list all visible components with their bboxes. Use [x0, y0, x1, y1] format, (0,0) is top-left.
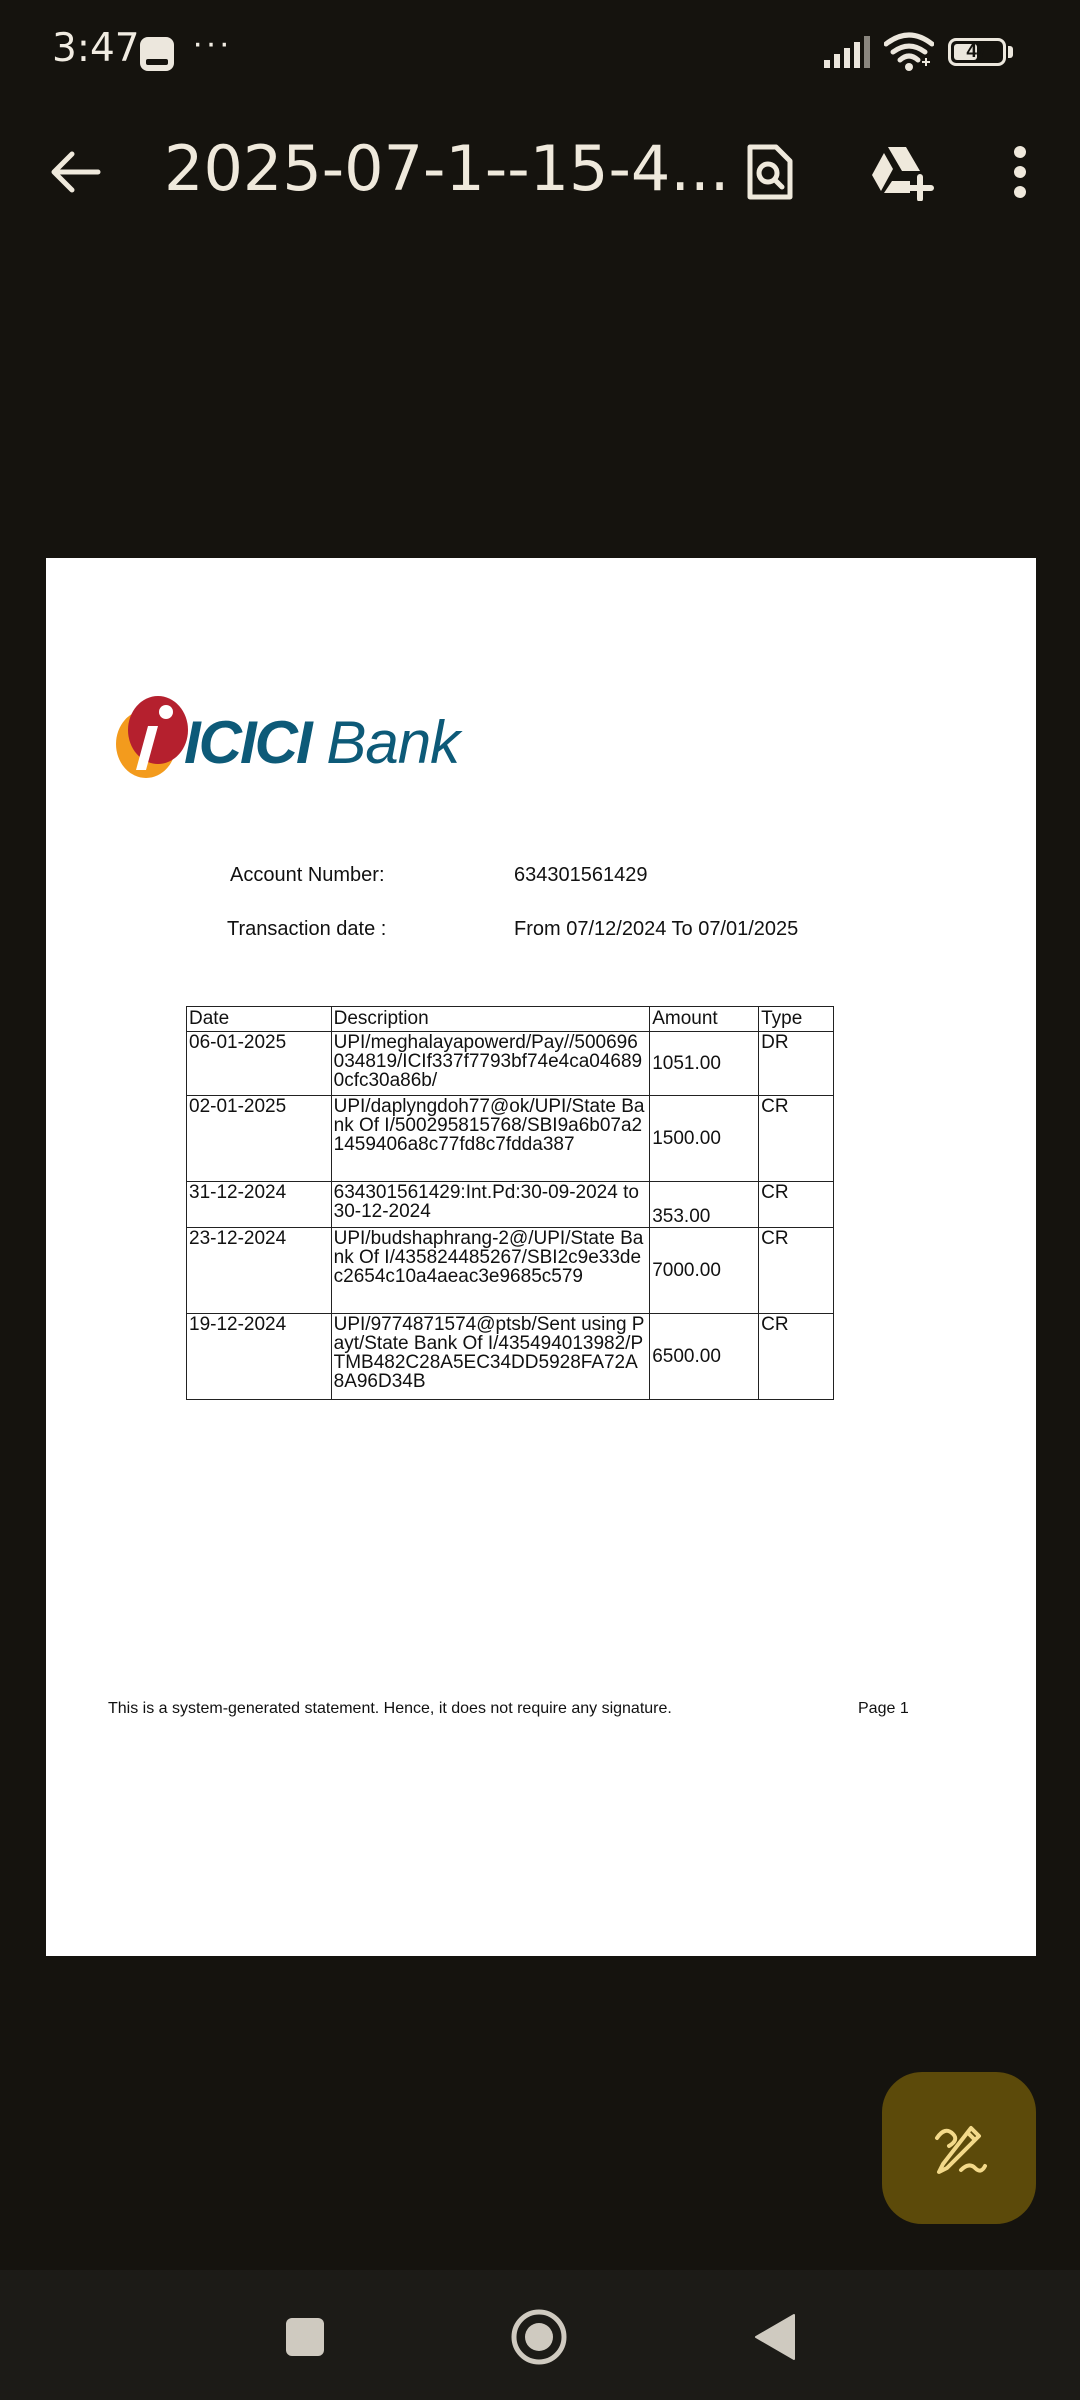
row-description: UPI/9774871574@ptsb/Sent using Payt/State Bank Of I/435494013982/PTMB482C28A5EC34DD5928FA72A8A96D34B	[331, 1314, 650, 1400]
more-notifications-icon: ···	[192, 24, 232, 62]
document-title: 2025-07-1--15-4...	[164, 132, 730, 205]
account-number-value: 634301561429	[514, 864, 648, 886]
row-date: 23-12-2024	[187, 1228, 332, 1314]
header-amount: Amount	[650, 1007, 759, 1032]
row-amount: 1500.00	[650, 1096, 759, 1182]
back-button[interactable]	[40, 136, 112, 208]
back-triangle-icon	[754, 2313, 796, 2361]
table-header-row	[187, 1007, 834, 1032]
battery-icon	[948, 38, 1006, 66]
row-amount: 7000.00	[650, 1228, 759, 1314]
row-description: UPI/daplyngdoh77@ok/UPI/State Bank Of I/500295815768/SBI9a6b07a21459406a8c77fd8c7fdda387	[331, 1096, 650, 1182]
wifi-icon	[884, 32, 934, 77]
header-date: Date	[187, 1007, 332, 1032]
row-type: CR	[759, 1096, 834, 1182]
app-bar	[0, 110, 1080, 230]
table-row	[187, 1096, 834, 1182]
transactions-table	[186, 1006, 834, 1400]
row-type: CR	[759, 1182, 834, 1228]
table-row	[187, 1314, 834, 1400]
recents-square-icon	[285, 2317, 325, 2357]
edit-pen-icon	[929, 2118, 989, 2178]
table-row	[187, 1182, 834, 1228]
account-number-label: Account Number:	[230, 864, 385, 886]
row-date: 02-01-2025	[187, 1096, 332, 1182]
battery-level: 47	[966, 41, 988, 62]
row-date: 31-12-2024	[187, 1182, 332, 1228]
back-nav-button[interactable]	[740, 2302, 810, 2372]
system-navigation-bar	[0, 2270, 1080, 2400]
status-time: 3:47	[52, 26, 140, 71]
page-number: Page 1	[858, 1700, 909, 1717]
transaction-date-range: From 07/12/2024 To 07/01/2025	[514, 918, 799, 940]
row-amount: 6500.00	[650, 1314, 759, 1400]
row-description: UPI/meghalayapowerd/Pay//500696034819/ICIf337f7793bf74e4ca046890cfc30a86b/	[331, 1032, 650, 1096]
more-vert-icon	[1012, 146, 1028, 198]
back-arrow-icon	[50, 150, 102, 194]
search-document-icon	[744, 143, 796, 201]
row-amount: 1051.00	[650, 1032, 759, 1096]
icici-logo-icon	[108, 692, 192, 782]
row-type: CR	[759, 1314, 834, 1400]
row-description: 634301561429:Int.Pd:30-09-2024 to 30-12-2024	[331, 1182, 650, 1228]
home-circle-icon	[510, 2308, 568, 2366]
battery-cap	[1008, 46, 1013, 58]
header-type: Type	[759, 1007, 834, 1032]
transaction-date-label: Transaction date :	[227, 918, 387, 940]
drive-add-icon	[870, 143, 934, 201]
row-amount: 353.00	[650, 1182, 759, 1228]
search-document-button[interactable]	[734, 136, 806, 208]
pdf-page[interactable]	[46, 558, 1036, 1956]
signal-icon	[822, 34, 872, 73]
more-options-button[interactable]	[984, 136, 1056, 208]
row-type: DR	[759, 1032, 834, 1096]
table-row	[187, 1228, 834, 1314]
home-button[interactable]	[504, 2302, 574, 2372]
row-date: 06-01-2025	[187, 1032, 332, 1096]
statement-footer-note: This is a system-generated statement. Hence, it does not require any signature.	[108, 1700, 672, 1717]
row-type: CR	[759, 1228, 834, 1314]
status-bar	[0, 0, 1080, 110]
row-date: 19-12-2024	[187, 1314, 332, 1400]
table-row	[187, 1032, 834, 1096]
recents-button[interactable]	[270, 2302, 340, 2372]
row-description: UPI/budshaphrang-2@/UPI/State Bank Of I/435824485267/SBI2c9e33dec2654c10a4aeac3e9685c579	[331, 1228, 650, 1314]
logo-text: ICICI Bank	[184, 709, 460, 776]
icici-bank-logo	[108, 692, 460, 787]
add-to-drive-button[interactable]	[866, 136, 938, 208]
notification-icon	[140, 37, 174, 71]
header-description: Description	[331, 1007, 650, 1032]
edit-fab-button[interactable]	[882, 2072, 1036, 2224]
